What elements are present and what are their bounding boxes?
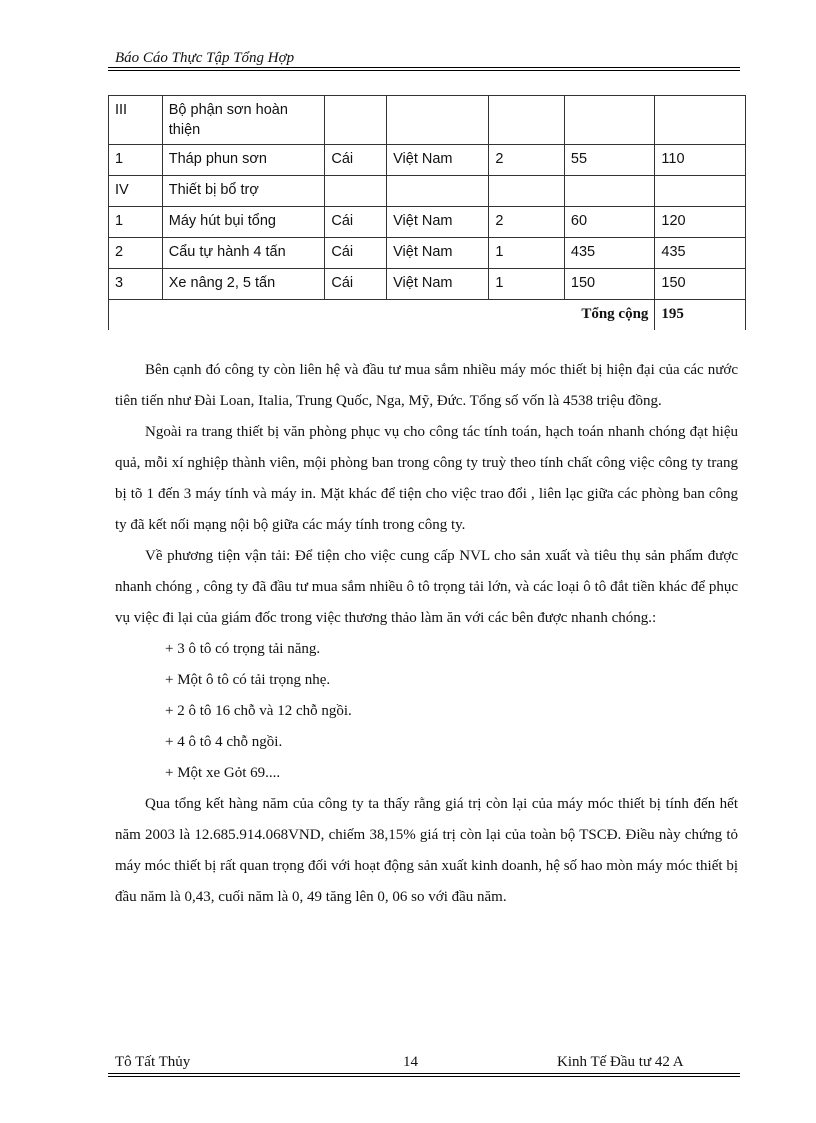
list-item: + Một xe Gỏt 69.... [165,765,281,781]
paragraph: Về phương tiện vận tải: Để tiện cho việc cung cấp NVL cho sản xuất và tiêu thụ sản phẩm được nhanh chóng , công ty đã đầu tư mua sắm nhiều ô tô trọng tải lớn, và các loại ô tô đắt tiền khác để phục vụ việc đi lại của giám đốc trong việc thương thảo làm ăn với các bên được nhanh chóng.: [115,548,738,626]
table-cell: 1 [489,238,564,269]
header-rule-2 [108,70,740,71]
table-cell: 3 [109,269,163,300]
footer-rule-2 [108,1076,740,1077]
table-cell: 435 [564,238,655,269]
footer-author: Tô Tất Thủy [115,1054,191,1070]
paragraph: Ngoài ra trang thiết bị văn phòng phục vụ cho công tác tính toán, hạch toán nhanh chóng đạt hiệu quả, mỗi xí nghiệp thành viên, mội phòng ban trong công ty truỳ theo tính chất công việc công ty trang bị tõ 1 đến 3 máy tính và máy in. Mặt khác để tiện cho việc trao đổi , liên lạc giữa các phòng ban công ty đã kết nối mạng nội bộ giữa các máy tính trong công ty. [115,424,738,533]
table-cell: 2 [489,207,564,238]
table-cell: Việt Nam [387,238,489,269]
table-cell: Máy hút bụi tổng [162,207,325,238]
table-row [109,96,746,145]
table-cell: 2 [109,238,163,269]
table-cell [387,96,489,145]
paragraph: Qua tổng kết hàng năm của công ty ta thấy rằng giá trị còn lại của máy móc thiết bị tính đến hết năm 2003 là 12.685.914.068VND, chiếm 38,15% giá trị còn lại của toàn bộ TSCĐ. Điều này chứng tỏ máy móc thiết bị rất quan trọng đối với hoạt động sản xuất kinh doanh, hệ số hao mòn máy móc thiết bị đầu năm là 0,43, cuối năm là 0, 49 tăng lên 0, 06 so với đầu năm. [115,796,738,905]
table-cell: Việt Nam [387,269,489,300]
table-cell [387,176,489,207]
table-cell [655,96,746,145]
table-cell: 150 [564,269,655,300]
equipment-table [108,95,746,330]
table-cell: 120 [655,207,746,238]
table-cell [655,176,746,207]
table-row [109,269,746,300]
table-cell [489,96,564,145]
table-cell: 1 [489,269,564,300]
table-cell [564,176,655,207]
table-cell: Thiết bị bổ trợ [162,176,325,207]
table-cell: 1 [109,145,163,176]
table-cell [489,176,564,207]
table-cell: Xe nâng 2, 5 tấn [162,269,325,300]
footer-rule [108,1073,740,1074]
footer-class: Kinh Tế Đầu tư 42 A [557,1054,684,1070]
table-row [109,176,746,207]
body-text [115,355,738,913]
table-cell: Việt Nam [387,207,489,238]
table-cell: III [109,96,163,145]
table-cell: 2 [489,145,564,176]
table-cell: 150 [655,269,746,300]
page-header-title: Báo Cáo Thực Tập Tổng Hợp [115,50,295,66]
list-item: + 2 ô tô 16 chỗ và 12 chỗ ngồi. [165,703,352,719]
table-cell [325,96,387,145]
paragraph: Bên cạnh đó công ty còn liên hệ và đầu tư mua sắm nhiều máy móc thiết bị hiện đại của các nước tiên tiến như Đài Loan, Italia, Trung Quốc, Nga, Mỹ, Đức. Tổng số vốn là 4538 triệu đồng. [115,362,738,409]
table-row [109,238,746,269]
table-cell: Bộ phận sơn hoàn thiện [162,96,325,145]
header-rule [108,67,740,68]
table-cell: 110 [655,145,746,176]
page-number: 14 [403,1054,418,1070]
table-cell: Cái [325,145,387,176]
table-cell: 55 [564,145,655,176]
table-cell: Cái [325,269,387,300]
total-label: Tổng cộng [109,300,655,331]
table-cell: Việt Nam [387,145,489,176]
table-cell: 435 [655,238,746,269]
table-cell: 1 [109,207,163,238]
table-cell: Cẩu tự hành 4 tấn [162,238,325,269]
table-cell: Cái [325,238,387,269]
list-item: + 4 ô tô 4 chỗ ngồi. [165,734,283,750]
table-cell [564,96,655,145]
table-cell: Tháp phun sơn [162,145,325,176]
table-row [109,145,746,176]
table-cell: Cái [325,207,387,238]
list-item: + 3 ô tô có trọng tải năng. [165,641,321,657]
table-cell: IV [109,176,163,207]
table-cell [325,176,387,207]
table-row [109,207,746,238]
list-item: + Một ô tô có tải trọng nhẹ. [165,672,331,688]
table-total-row [109,300,746,331]
total-value: 195 [655,300,746,331]
table-cell: 60 [564,207,655,238]
